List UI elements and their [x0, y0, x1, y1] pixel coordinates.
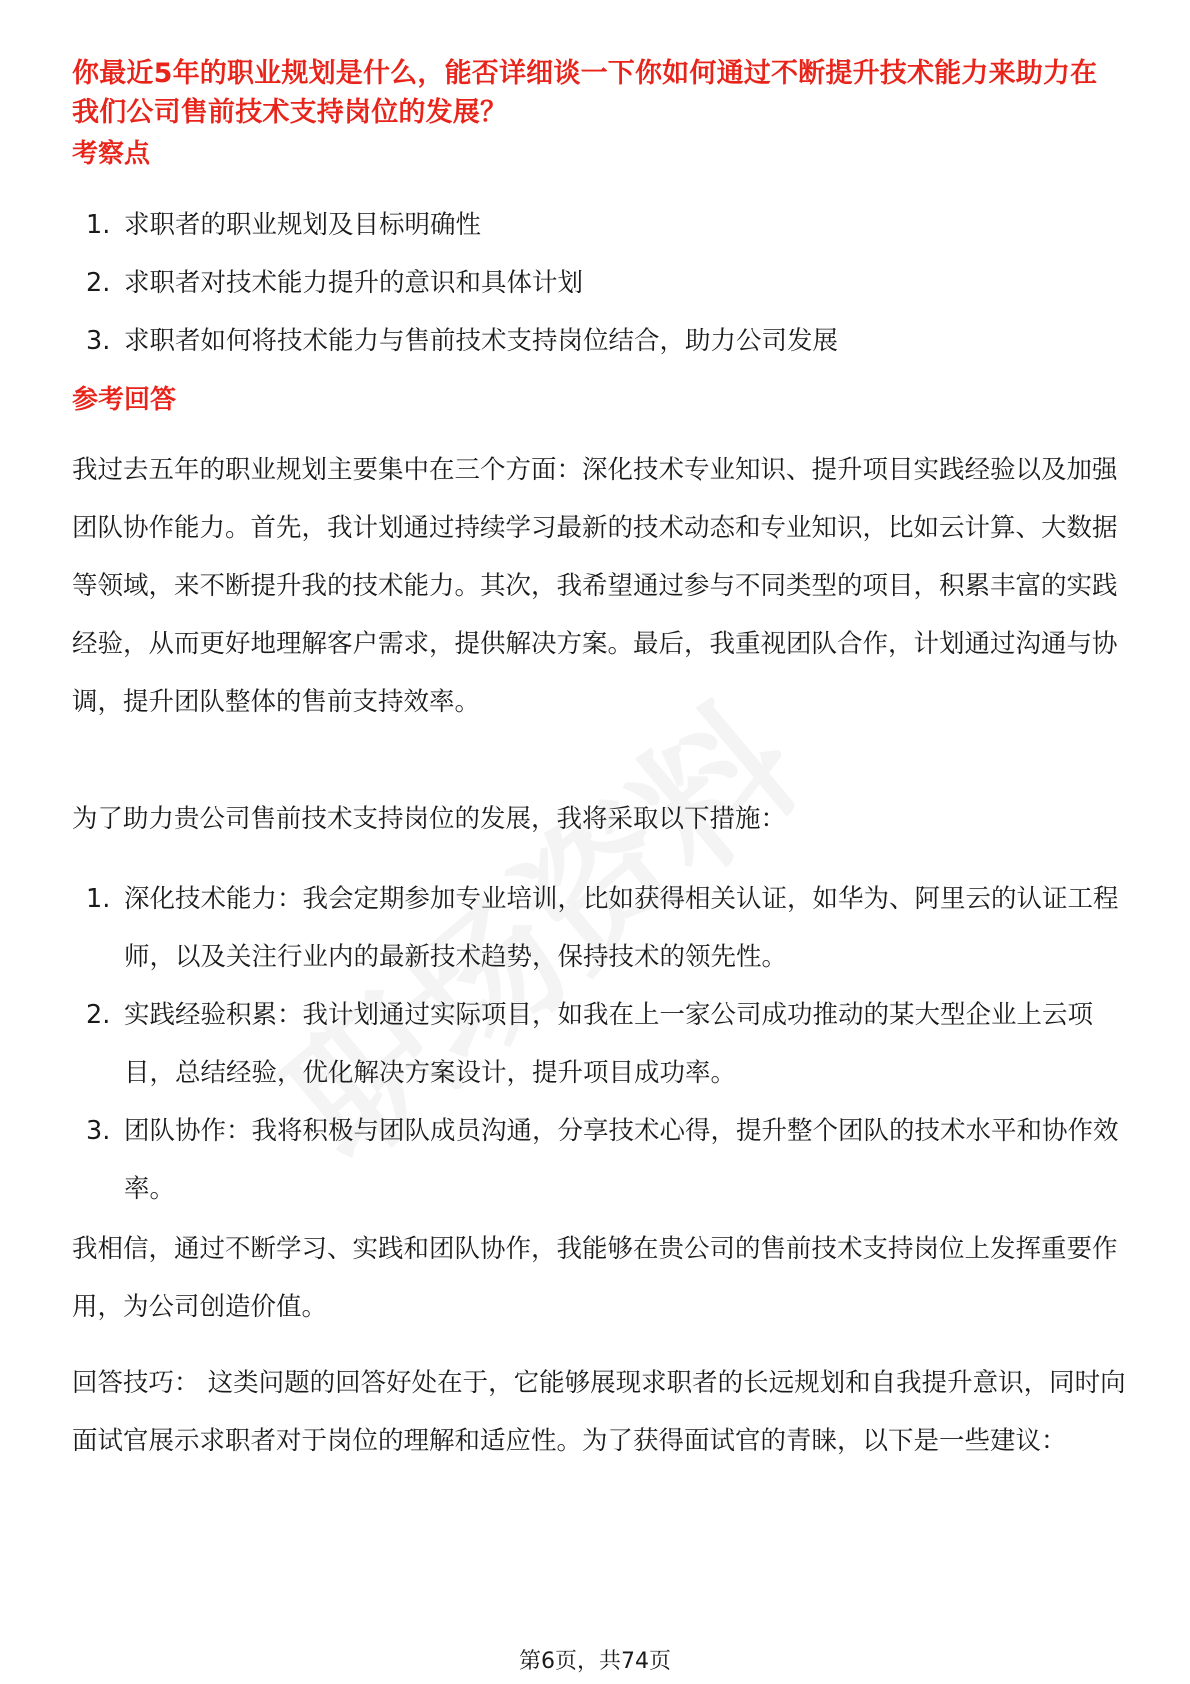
focus-item-text: 求职者对技术能力提升的意识和具体计划 — [124, 268, 584, 298]
list-item: 2. 实践经验积累：我计划通过实际项目，如我在上一家公司成功推动的某大型企业上云项目，总结经验，优化解决方案设计，提升项目成功率。 — [86, 1000, 1094, 1088]
question-title: 你最近5年的职业规划是什么，能否详细谈一下你如何通过不断提升技术能力来助力在我们公司售前技术支持岗位的发展？ — [72, 58, 1098, 128]
measure-text: 实践经验积累：我计划通过实际项目，如我在上一家公司成功推动的某大型企业上云项目，总结经验，优化解决方案设计，提升项目成功率。 — [124, 1000, 1094, 1088]
list-item: 1. 深化技术能力：我会定期参加专业培训，比如获得相关认证，如华为、阿里云的认证工程师，以及关注行业内的最新技术趋势，保持技术的领先性。 — [86, 884, 1119, 972]
list-item: 2. 求职者对技术能力提升的意识和具体计划 — [86, 268, 584, 298]
answer-tips: 回答技巧： 这类问题的回答好处在于，它能够展现求职者的长远规划和自我提升意识，同时向面试官展示求职者对于岗位的理解和适应性。为了获得面试官的青睐，以下是一些建议： — [72, 1368, 1126, 1456]
measure-text: 深化技术能力：我会定期参加专业培训，比如获得相关认证，如华为、阿里云的认证工程师，以及关注行业内的最新技术趋势，保持技术的领先性。 — [124, 884, 1119, 972]
list-item: 1. 求职者的职业规划及目标明确性 — [86, 210, 482, 240]
measures-list — [72, 870, 1132, 1218]
page-number: 第6页，共74页 — [519, 1649, 671, 1674]
answer-conclusion: 我相信，通过不断学习、实践和团队协作，我能够在贵公司的售前技术支持岗位上发挥重要作用，为公司创造价值。 — [72, 1234, 1118, 1322]
focus-heading: 考察点 — [72, 139, 151, 169]
measures-lead: 为了助力贵公司售前技术支持岗位的发展，我将采取以下措施： — [72, 804, 787, 834]
list-item: 3. 求职者如何将技术能力与售前技术支持岗位结合，助力公司发展 — [86, 326, 839, 356]
focus-item-text: 求职者如何将技术能力与售前技术支持岗位结合，助力公司发展 — [124, 326, 839, 356]
focus-item-text: 求职者的职业规划及目标明确性 — [124, 210, 482, 240]
answer-heading: 参考回答 — [72, 385, 177, 415]
answer-intro: 我过去五年的职业规划主要集中在三个方面：深化技术专业知识、提升项目实践经验以及加强团队协作能力。首先，我计划通过持续学习最新的技术动态和专业知识，比如云计算、大数据等领域，来不断提升我的技术能力。其次，我希望通过参与不同类型的项目，积累丰富的实践经验，从而更好地理解客户需求，提供解决方案。最后，我重视团队合作，计划通过沟通与协调，提升团队整体的售前支持效率。 — [72, 455, 1118, 717]
list-item: 3. 团队协作：我将积极与团队成员沟通，分享技术心得，提升整个团队的技术水平和协作效率。 — [86, 1116, 1119, 1204]
measure-text: 团队协作：我将积极与团队成员沟通，分享技术心得，提升整个团队的技术水平和协作效率。 — [124, 1116, 1119, 1204]
focus-list — [72, 196, 1132, 370]
